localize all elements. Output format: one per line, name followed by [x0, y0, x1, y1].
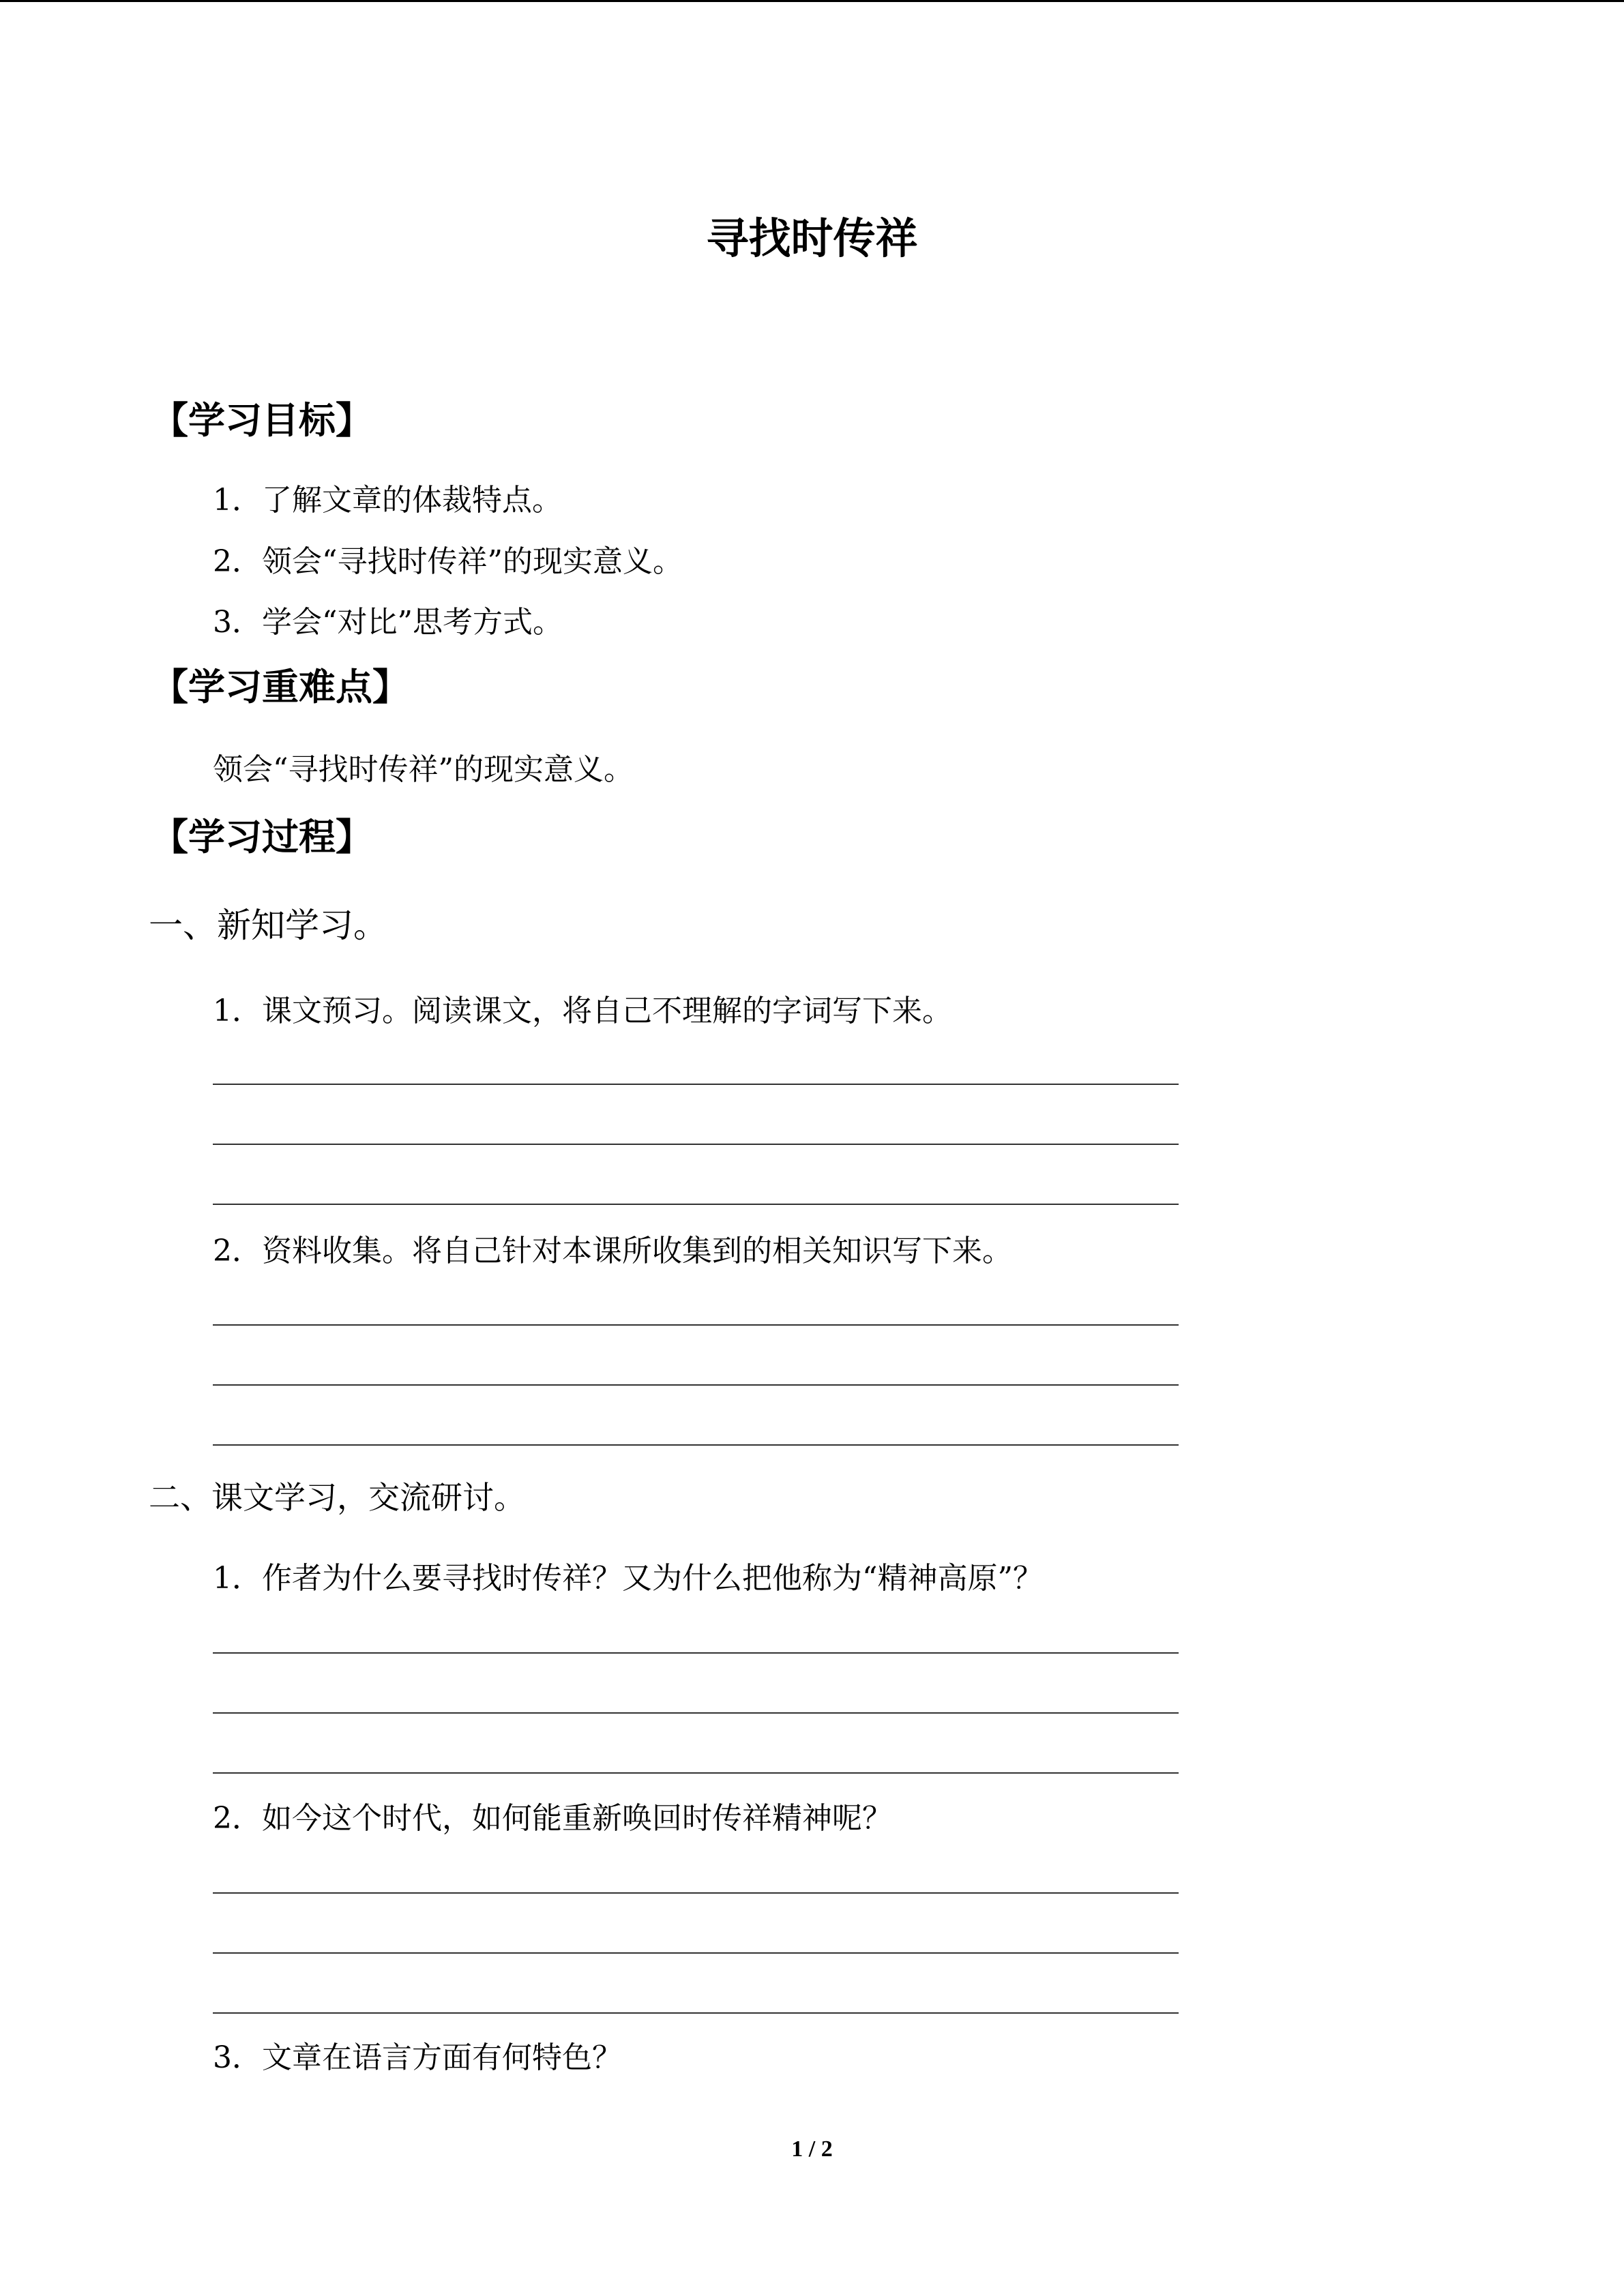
process-heading: 【学习过程】: [151, 816, 372, 859]
key-points-text: 领会“寻找时传祥”的现实意义。: [213, 752, 634, 787]
page-top-border: [0, 0, 1624, 2]
key-points-heading: 【学习重难点】: [151, 666, 409, 709]
answer-line[interactable]: [213, 1652, 1179, 1654]
answer-line[interactable]: [213, 1952, 1179, 1954]
answer-line[interactable]: [213, 1084, 1179, 1085]
answer-line[interactable]: [213, 1892, 1179, 1894]
answer-line[interactable]: [213, 1444, 1179, 1446]
answer-line[interactable]: [213, 1772, 1179, 1774]
section-2-question-3: 3．文章在语言方面有何特色？: [213, 2040, 622, 2075]
section-1-question-1: 1．课文预习。阅读课文，将自己不理解的字词写下来。: [213, 994, 952, 1028]
answer-line[interactable]: [213, 1384, 1179, 1386]
answer-line[interactable]: [213, 1712, 1179, 1714]
answer-line[interactable]: [213, 1324, 1179, 1326]
section-2-title: 二、课文学习，交流研讨。: [149, 1479, 525, 1516]
objective-item-1: 1．了解文章的体裁特点。: [213, 483, 562, 518]
section-2-question-1: 1．作者为什么要寻找时传祥？又为什么把他称为“精神高原”？: [213, 1561, 1043, 1596]
objective-item-3: 3．学会“对比”思考方式。: [213, 605, 563, 640]
answer-line[interactable]: [213, 1144, 1179, 1145]
section-1-question-2: 2．资料收集。将自己针对本课所收集到的相关知识写下来。: [213, 1234, 1012, 1268]
answer-line[interactable]: [213, 2012, 1179, 2014]
section-1-title: 一、新知学习。: [149, 906, 387, 945]
section-2-question-2: 2．如今这个时代，如何能重新唤回时传祥精神呢？: [213, 1801, 892, 1836]
answer-line[interactable]: [213, 1204, 1179, 1205]
objectives-heading: 【学习目标】: [151, 399, 372, 442]
document-title: 寻找时传祥: [706, 213, 918, 263]
page-number: 1 / 2: [791, 2136, 833, 2162]
objective-item-2: 2．领会“寻找时传祥”的现实意义。: [213, 544, 683, 579]
